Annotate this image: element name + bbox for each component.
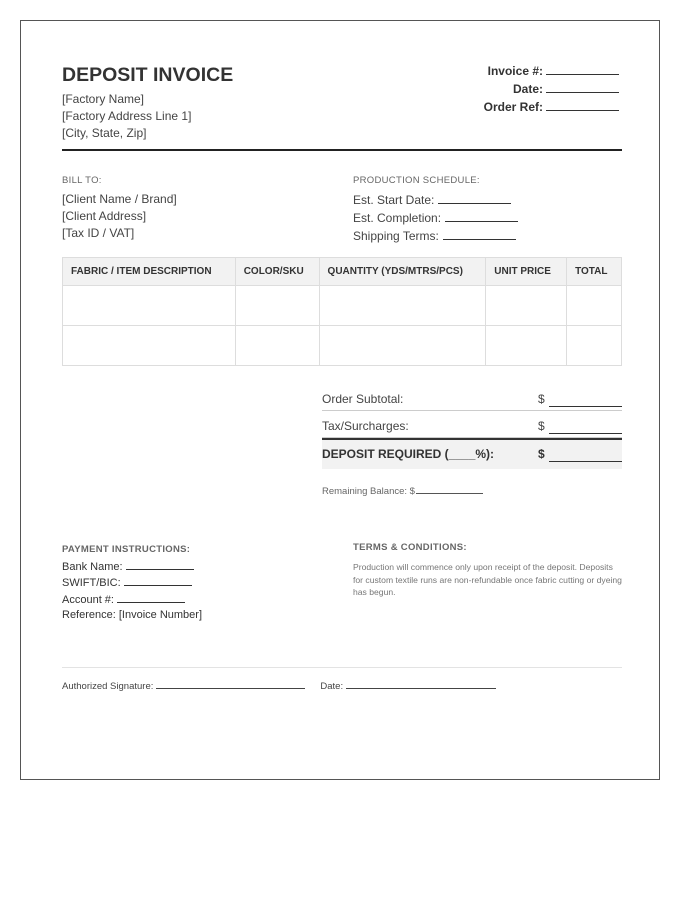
payment-instructions-block <box>62 542 202 624</box>
production-schedule-block <box>353 172 518 245</box>
table-header-row <box>63 258 622 286</box>
column-header-unit-price: UNIT PRICE <box>486 258 567 286</box>
account-label: Account #: <box>62 593 114 606</box>
invoice-title: DEPOSIT INVOICE <box>62 64 234 86</box>
tax-currency: $ <box>538 419 545 433</box>
shipping-terms-field[interactable] <box>443 227 516 240</box>
invoice-number-label: Invoice #: <box>487 64 543 78</box>
bank-name-label: Bank Name: <box>62 560 123 573</box>
order-ref-row <box>484 98 619 116</box>
completion-row <box>353 209 518 227</box>
table-cell[interactable] <box>63 286 236 326</box>
account-row <box>62 592 202 609</box>
table-cell[interactable] <box>235 326 319 366</box>
swift-label: SWIFT/BIC: <box>62 577 121 589</box>
invoice-page <box>20 20 660 780</box>
remaining-balance-label: Remaining Balance: $ <box>322 486 415 497</box>
subtotal-field[interactable] <box>549 394 622 407</box>
payment-instructions-heading: PAYMENT INSTRUCTIONS: <box>62 544 191 555</box>
remaining-balance-field[interactable] <box>416 484 483 494</box>
column-header-total: TOTAL <box>567 258 622 286</box>
invoice-date-label: Date: <box>512 82 543 96</box>
table-cell[interactable] <box>319 326 486 366</box>
invoice-meta <box>484 62 619 116</box>
terms-heading: TERMS & CONDITIONS: <box>353 542 467 553</box>
subtotal-currency: $ <box>538 392 545 406</box>
deposit-currency: $ <box>538 447 545 461</box>
shipping-terms-label: Shipping Terms: <box>353 229 439 243</box>
table-row <box>63 326 622 366</box>
bank-name-row <box>62 559 202 576</box>
footer-divider <box>62 667 622 668</box>
table-cell[interactable] <box>567 326 622 366</box>
column-header-color-sku: COLOR/SKU <box>235 258 319 286</box>
remaining-balance <box>322 484 483 497</box>
tax-field[interactable] <box>549 421 622 434</box>
production-schedule-heading: PRODUCTION SCHEDULE: <box>353 175 480 186</box>
invoice-date-field[interactable] <box>546 80 619 93</box>
totals-block <box>322 384 622 469</box>
signature-date-label: Date: <box>320 681 344 692</box>
bill-to-block <box>62 172 177 242</box>
completion-label: Est. Completion: <box>353 211 442 225</box>
subtotal-row <box>322 384 622 411</box>
factory-address-block <box>62 91 191 142</box>
factory-address-line: [Factory Address Line 1] <box>62 109 192 123</box>
payment-reference: Reference: [Invoice Number] <box>62 609 203 621</box>
deposit-field[interactable] <box>549 449 622 462</box>
factory-name: [Factory Name] <box>62 92 145 106</box>
order-ref-field[interactable] <box>546 98 619 111</box>
order-ref-label: Order Ref: <box>483 100 543 114</box>
table-row <box>63 286 622 326</box>
table-cell[interactable] <box>63 326 236 366</box>
subtotal-label: Order Subtotal: <box>322 392 404 406</box>
table-cell[interactable] <box>486 326 567 366</box>
authorized-signature-field[interactable] <box>156 679 305 689</box>
swift-row <box>62 575 202 592</box>
bank-name-field[interactable] <box>126 559 194 570</box>
terms-text: Production will commence only upon receipt of the deposit. Deposits for custom textile runs are non-refundable once fabric cutting or dyeing has begun. <box>353 562 622 597</box>
account-field[interactable] <box>117 592 185 603</box>
items-table <box>62 257 622 366</box>
client-address: [Client Address] <box>62 209 147 223</box>
deposit-required-row <box>322 438 622 469</box>
table-cell[interactable] <box>319 286 486 326</box>
signature-row <box>62 679 496 692</box>
start-date-field[interactable] <box>438 191 511 204</box>
completion-field[interactable] <box>445 209 518 222</box>
tax-row <box>322 411 622 438</box>
invoice-number-row <box>484 62 619 80</box>
authorized-signature-label: Authorized Signature: <box>62 681 154 692</box>
table-cell[interactable] <box>567 286 622 326</box>
signature-date-field[interactable] <box>346 679 496 689</box>
terms-block <box>353 542 623 599</box>
tax-label: Tax/Surcharges: <box>322 419 409 433</box>
invoice-date-row <box>484 80 619 98</box>
column-header-quantity: QUANTITY (YDS/MTRS/PCS) <box>319 258 486 286</box>
bill-to-heading: BILL TO: <box>62 175 102 186</box>
table-cell[interactable] <box>235 286 319 326</box>
start-date-label: Est. Start Date: <box>353 193 435 207</box>
invoice-number-field[interactable] <box>546 62 619 75</box>
shipping-terms-row <box>353 227 518 245</box>
factory-city-state-zip: [City, State, Zip] <box>62 126 147 140</box>
table-cell[interactable] <box>486 286 567 326</box>
column-header-description: FABRIC / ITEM DESCRIPTION <box>63 258 236 286</box>
swift-field[interactable] <box>124 575 192 586</box>
client-name: [Client Name / Brand] <box>62 192 177 206</box>
deposit-required-label: DEPOSIT REQUIRED (____%): <box>322 447 495 461</box>
start-date-row <box>353 191 518 209</box>
client-tax-id: [Tax ID / VAT] <box>62 226 135 240</box>
header-divider <box>62 149 622 151</box>
